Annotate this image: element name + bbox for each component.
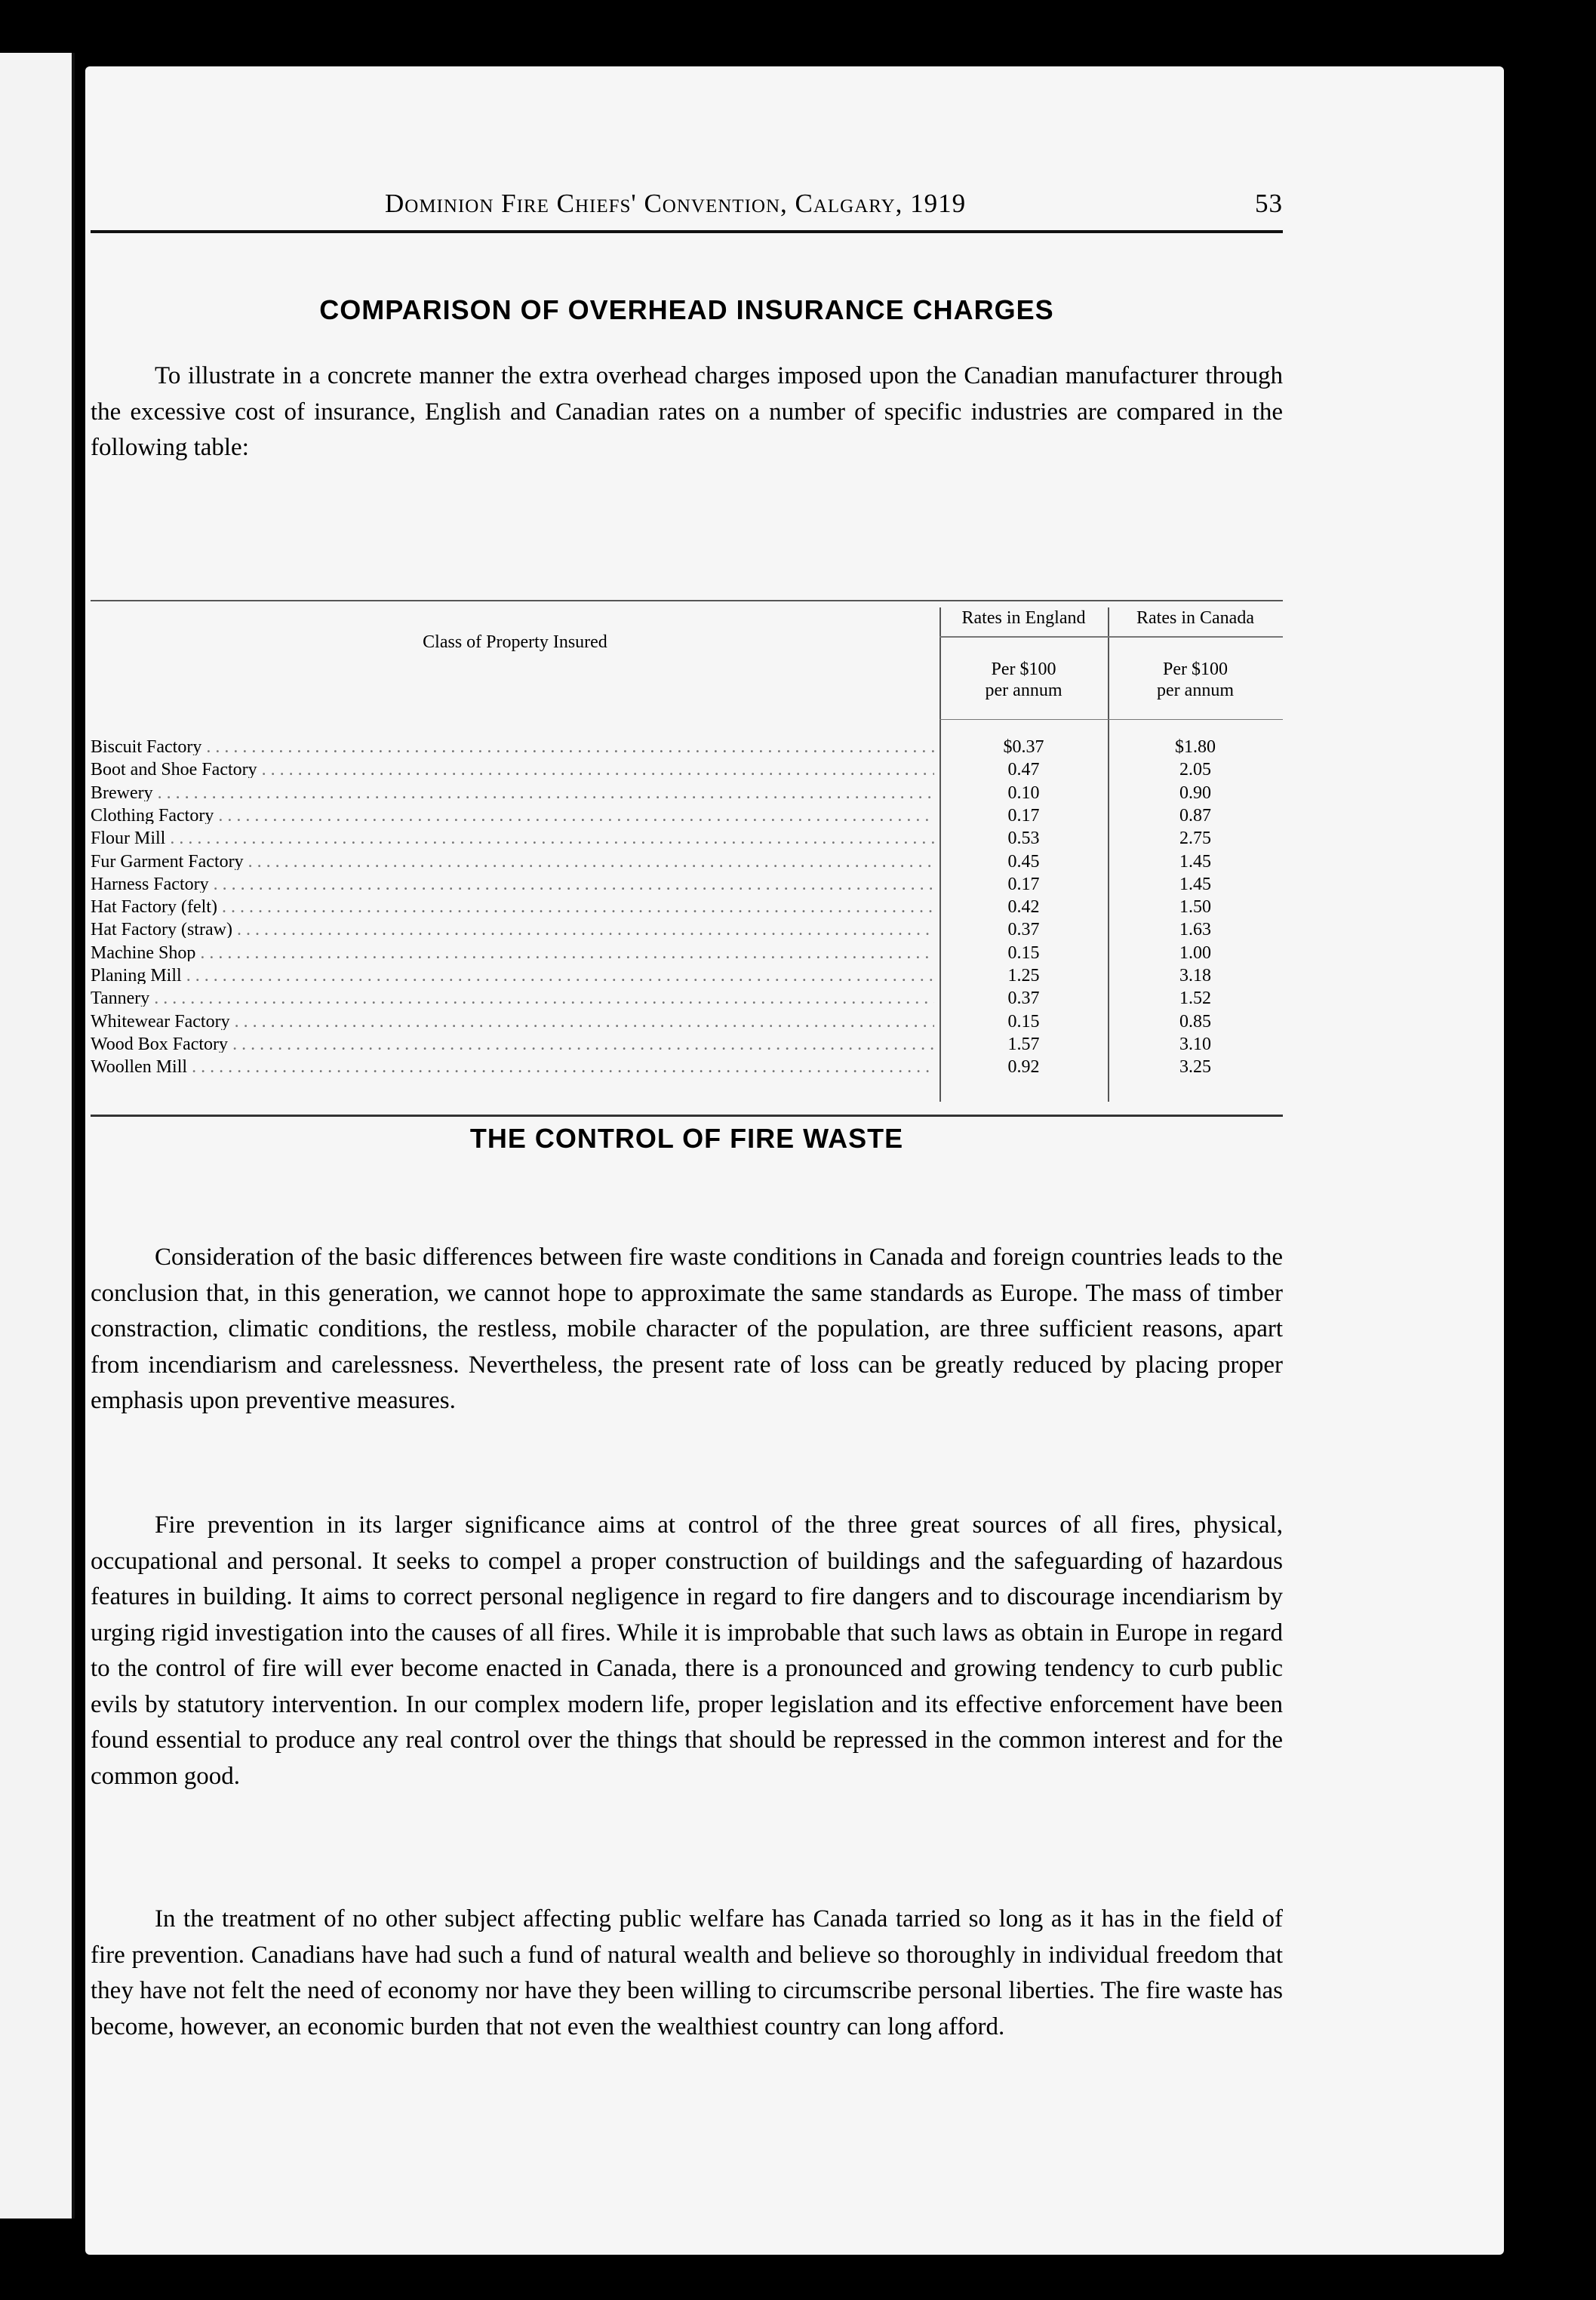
table-row	[91, 1057, 1283, 1078]
header-rule	[91, 230, 1283, 233]
rate-canada: 1.50	[1179, 897, 1211, 918]
rate-canada: 2.75	[1179, 829, 1211, 849]
paragraph-3: In the treatment of no other subject affecting public welfare has Canada tarried so long as it has in the field of fire prevention. Canadians have had such a fund of natural wealth and believe so thoroughly in individual freedom that they have not felt the need of economy nor have they been willing to circumscribe personal liberties. The fire waste has become, however, an economic burden that not even the wealthiest country can long afford.	[91, 1905, 1283, 2040]
rate-england: 1.57	[1007, 1034, 1040, 1054]
rate-canada: 0.85	[1179, 1011, 1211, 1032]
rate-england: 0.15	[1007, 942, 1040, 963]
table-row	[91, 807, 1283, 824]
table-row	[91, 830, 1283, 847]
header-underline	[1108, 636, 1283, 638]
property-class: Fur Garment Factory . . .	[91, 853, 934, 870]
rate-england: 0.17	[1007, 805, 1040, 826]
property-class: Woollen Mill . . .	[91, 1059, 934, 1075]
table-row	[91, 967, 1283, 984]
rate-canada: $1.80	[1175, 737, 1216, 757]
rate-canada: 3.25	[1179, 1057, 1211, 1078]
rate-canada: 0.87	[1179, 805, 1211, 826]
rate-england: 1.25	[1007, 966, 1040, 985]
column-unit-canada: Per $100 per annum	[1157, 660, 1234, 700]
property-class: Biscuit Factory . . .	[91, 739, 934, 755]
property-class: Harness Factory . . .	[91, 876, 934, 893]
rate-england: 0.37	[1007, 989, 1040, 1009]
rate-canada: 1.63	[1179, 920, 1211, 940]
rate-canada: 1.45	[1179, 874, 1211, 894]
column-unit-england: Per $100 per annum	[985, 660, 1062, 700]
table-row	[91, 761, 1283, 778]
property-class: Clothing Factory . . .	[91, 807, 934, 824]
table-row	[91, 739, 1283, 755]
subheader-rule	[939, 719, 1283, 720]
rates-table	[91, 600, 1283, 1128]
rate-canada: 2.05	[1179, 760, 1211, 780]
table-row	[91, 876, 1283, 893]
section-title-fire-waste: THE CONTROL OF FIRE WASTE	[469, 1123, 904, 1154]
table-row	[91, 921, 1283, 938]
rate-england: 0.92	[1007, 1057, 1040, 1078]
facing-page-edge	[0, 53, 75, 2219]
column-header-canada: Rates in Canada	[1136, 608, 1254, 628]
property-class: Tannery . . .	[91, 990, 934, 1007]
table-row	[91, 1036, 1283, 1053]
rate-england: 0.17	[1007, 874, 1040, 894]
intro-paragraph: To illustrate in a concrete manner the extra overhead charges imposed upon the Canadian manufacturer through the excessive cost of insurance, English and Canadian rates on a number of specific industries are compared in the following table:	[91, 362, 1283, 461]
property-class: Hat Factory (straw) . . .	[91, 921, 934, 938]
property-class: Brewery . . .	[91, 785, 934, 801]
property-class: Machine Shop . . .	[91, 945, 934, 961]
rate-england: 0.53	[1007, 829, 1040, 849]
rate-canada: 1.00	[1179, 942, 1211, 963]
table-top-rule	[91, 600, 1283, 601]
column-header-england: Rates in England	[961, 608, 1086, 628]
rate-canada: 3.10	[1179, 1034, 1211, 1054]
rate-england: 0.15	[1007, 1011, 1040, 1032]
section-title-insurance: COMPARISON OF OVERHEAD INSURANCE CHARGES	[319, 294, 1054, 325]
table-row	[91, 990, 1283, 1007]
rate-canada: 1.45	[1179, 851, 1211, 872]
page-number: 53	[1255, 189, 1283, 218]
running-header	[91, 189, 1283, 234]
rate-canada: 3.18	[1179, 966, 1211, 985]
rate-england: 0.45	[1007, 851, 1040, 872]
column-header-class: Class of Property Insured	[423, 632, 607, 652]
rate-england: 0.47	[1007, 760, 1040, 780]
table-row	[91, 785, 1283, 801]
property-class: Hat Factory (felt) . . .	[91, 899, 934, 915]
table-row	[91, 1013, 1283, 1030]
paragraph-1: Consideration of the basic differences between fire waste conditions in Canada and foreign countries leads to the conclusion that, in this generation, we cannot hope to approximate the same standards as Europe. The mass of timber constraction, climatic conditions, the restless, mobile character of the population, are three sufficient reasons, apart from incendiarism and carelessness. Nevertheless, the present rate of loss can be greatly reduced by placing proper emphasis upon preventive measures.	[91, 1244, 1283, 1414]
property-class: Whitewear Factory . . .	[91, 1013, 934, 1030]
rate-england: 0.10	[1007, 783, 1040, 803]
property-class: Wood Box Factory . . .	[91, 1036, 934, 1053]
header-underline	[939, 636, 1108, 638]
table-row	[91, 853, 1283, 870]
rate-canada: 0.90	[1179, 783, 1211, 803]
property-class: Boot and Shoe Factory . . .	[91, 761, 934, 778]
running-title: Dominion Fire Chiefs' Convention, Calgary, 1919	[385, 189, 967, 218]
rate-england: 0.37	[1007, 920, 1040, 940]
table-row	[91, 942, 1283, 963]
table-row	[91, 897, 1283, 918]
property-class: Flour Mill . . .	[91, 830, 934, 847]
rate-england: 0.42	[1007, 897, 1040, 918]
rate-canada: 1.52	[1179, 989, 1211, 1009]
table-bottom-rule	[91, 1115, 1283, 1117]
rate-england: $0.37	[1003, 737, 1044, 757]
property-class: Planing Mill . . .	[91, 967, 934, 984]
paragraph-2: Fire prevention in its larger significance aims at control of the three great sources of all fires, physical, occupational and personal. It seeks to compel a proper construction of buildings and the safeguarding of hazardous features in building. It aims to correct personal negligence in regard to fire dangers and to discourage incendiarism by urging rigid investigation into the causes of all fires. While it is improbable that such laws as obtain in Europe in regard to the control of fire will ever become enacted in Canada, there is a pronounced and growing tendency to curb public evils by statutory intervention. In our complex modern life, proper legislation and its effective enforcement have been found essential to produce any real control over the things that should be repressed in the common interest and for the common good.	[91, 1511, 1283, 1790]
